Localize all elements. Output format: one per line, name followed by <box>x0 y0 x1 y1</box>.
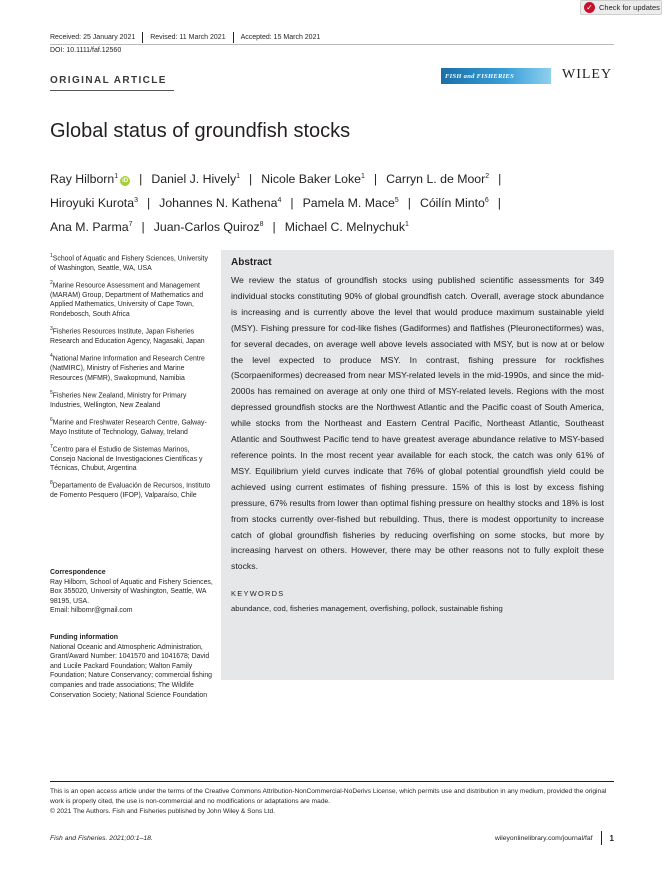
author-separator: | <box>498 172 502 187</box>
author-affiliation-mark: 6 <box>484 197 489 205</box>
author-name-text: Johannes N. Kathena <box>159 196 278 211</box>
received-date: Received: 25 January 2021 <box>50 34 136 41</box>
author-affiliation-mark: 7 <box>128 221 133 229</box>
correspondence <box>50 568 215 616</box>
author-name[interactable] <box>386 172 489 186</box>
author-name-text: Ana M. Parma <box>50 220 129 235</box>
page-number: 1 <box>609 833 614 843</box>
affiliation-item <box>50 352 215 383</box>
author-affiliation-mark: 1 <box>361 173 365 180</box>
author-separator: | <box>249 172 253 187</box>
affiliation-item <box>50 279 215 320</box>
affiliation-number: 6 <box>50 416 53 423</box>
author-affiliation-mark: 2 <box>485 173 490 180</box>
affiliation-text: Departamento de Evaluación de Recursos, Instituto de Fomento Pesquero (IFOP), Valparaíso, Chile <box>50 482 211 500</box>
page-footer <box>50 831 614 845</box>
affiliation-text: National Marine Information and Research Centre (NatMIRC), Ministry of Fisheries and Marine Resources (MFMR), Swakopmund, Namibia <box>50 355 205 382</box>
orcid-icon[interactable]: iD <box>122 178 129 185</box>
author-separator: | <box>272 220 276 235</box>
copyright-text: © 2021 The Authors. Fish and Fisheries published by John Wiley & Sons Ltd. <box>50 808 276 815</box>
author-affiliation-mark: 1 <box>405 221 409 229</box>
article-type: ORIGINAL ARTICLE <box>50 75 167 86</box>
affiliation-item <box>50 252 215 273</box>
correspondence-email[interactable]: Email: hilbornr@gmail.com <box>50 607 133 615</box>
affiliation-number: 8 <box>50 480 53 487</box>
author-name-text: Pamela M. Mace <box>302 196 395 211</box>
journal-logo <box>441 68 551 84</box>
author-name-text: Carryn L. de Moor <box>386 172 486 187</box>
license-footer <box>50 787 614 817</box>
author-name-text: Nicole Baker Loke <box>261 172 362 187</box>
publisher-logo: WILEY <box>562 67 613 82</box>
affiliation-number: 4 <box>50 353 53 360</box>
author-separator: | <box>141 220 145 235</box>
divider <box>601 831 602 845</box>
affiliation-text: Fisheries New Zealand, Ministry for Primary Industries, Wellington, New Zealand <box>50 392 187 409</box>
affiliation-item <box>50 443 215 474</box>
funding-heading: Funding information <box>50 634 119 641</box>
accepted-date: Accepted: 15 March 2021 <box>240 34 321 41</box>
author-name-text: Michael C. Melnychuk <box>284 220 406 235</box>
author-name-text: Hiroyuki Kurota <box>50 196 135 211</box>
affiliation-text: School of Aquatic and Fishery Sciences, University of Washington, Seattle, WA, USA <box>50 255 208 272</box>
funding-text: National Oceanic and Atmospheric Administration, Grant/Award Number: 1041570 and 1041678; David and Lucile Packard Foundation; Walton Family Foundation; Nature Conservancy; commercial fishing companies and trade associations; The Wildlife Conservation Society; National Science Foundation <box>50 643 213 699</box>
author-name-text: Juan-Carlos Quiroz <box>153 220 260 235</box>
author-affiliation-mark: 5 <box>394 197 399 205</box>
author-name-text: Daniel J. Hively <box>151 172 237 187</box>
revised-date: Revised: 11 March 2021 <box>150 34 226 41</box>
abstract-box <box>221 250 614 680</box>
author-separator: | <box>139 172 143 187</box>
affiliation-item <box>50 416 215 437</box>
affiliation-number: 2 <box>50 279 53 286</box>
author-name[interactable] <box>50 220 133 234</box>
author-name[interactable] <box>303 196 399 210</box>
affiliation-text: Centro para el Estudio de Sistemas Marinos, Consejo Nacional de Investigaciones Científicas y Técnicas, Chubut, Argentina <box>50 445 203 473</box>
keywords-heading: KEYWORDS <box>231 589 285 599</box>
article-type-underline <box>50 90 174 91</box>
affiliation-number: 7 <box>50 443 53 450</box>
author-name[interactable] <box>50 196 138 210</box>
author-affiliation-mark: 8 <box>259 221 264 229</box>
funding-information <box>50 633 215 700</box>
affiliations <box>50 252 215 506</box>
author-affiliation-mark: 4 <box>277 197 282 205</box>
affiliation-number: 1 <box>50 253 53 259</box>
affiliation-text: Fisheries Resources Institute, Japan Fisheries Research and Education Agency, Nagasaki, Japan <box>50 328 205 346</box>
check-for-updates-label: Check for updates <box>599 3 660 12</box>
author-name[interactable] <box>261 172 365 186</box>
abstract-heading: Abstract <box>231 257 272 268</box>
author-separator: | <box>290 196 294 211</box>
journal-url[interactable]: wileyonlinelibrary.com/journal/faf <box>494 834 593 842</box>
check-for-updates-button[interactable] <box>580 0 662 15</box>
author-name-text: Ray Hilborn <box>50 172 115 187</box>
author-separator: | <box>373 172 378 187</box>
affiliation-item <box>50 479 215 500</box>
affiliation-number: 5 <box>50 389 53 396</box>
author-name[interactable] <box>151 172 240 186</box>
keywords-text: abundance, cod, fisheries management, overfishing, pollock, sustainable fishing <box>231 604 503 614</box>
author-affiliation-mark: 1 <box>236 173 241 180</box>
author-name[interactable] <box>159 196 281 210</box>
affiliation-text: Marine and Freshwater Research Centre, Galway-Mayo Institute of Technology, Galway, Ireland <box>50 419 207 436</box>
author-separator: | <box>497 196 501 211</box>
affiliation-number: 3 <box>50 326 53 333</box>
correspondence-heading: Correspondence <box>50 569 106 576</box>
article-dates <box>50 32 320 43</box>
author-separator: | <box>407 196 411 211</box>
abstract-text: We review the status of groundfish stocks using published scientific assessments for 349 individual stocks constituting 90% of global groundfish catch. Overall, average stock abundance is increasing and is currently above the level that would produce maximum sustainable yield (MSY). Fishing pressure for cod-like fishes (Gadiformes) and flatfishes (Pleuronectiformes) was, for several decades, on average well above levels associated with MSY, but is now at or below the level expected to produce MSY. In contrast, fishing pressure for rockfishes (Scorpaeniformes) decreased from near MSY-related levels in the mid-1990s, and since the mid-2000s has remained on average at only one third of MSY-related levels. Regions with the most depressed groundfish stocks are the Northwest Atlantic and the Pacific coast of South America, while stocks from the Northeast and Eastern Central Pacific, Northeast Atlantic, Southeast Atlantic and Southwest Pacific tend to have greatest average abundance relative to MSY-based reference points. In the most recent year available for each stock, the catch was only 61% of MSY. Equilibrium yield curves indicate that 76% of global potential groundfish yield could be achieved using current estimates of fishing pressure. 15% of this is lost by excess fishing pressure, 67% results from lower than optimal fishing pressure on healthy stocks and 18% is lost from stocks currently over-fished but rebuilding. Thus, there is modest opportunity to increase catch of global groundfish fisheries by reducing overfishing on some stocks, but more by increasing harvest on others. However, there may be other reasons not to fully exploit these stocks. <box>231 275 604 572</box>
citation: Fish and Fisheries. 2021;00:1–18. <box>50 834 153 842</box>
affiliation-text: Marine Resource Assessment and Management (MARAM) Group, Department of Mathematics and Applied Mathematics, University of Cape Town, Rondebosch, South Africa <box>50 282 204 319</box>
author-list <box>50 166 620 238</box>
doi[interactable]: DOI: 10.1111/faf.12560 <box>50 47 122 54</box>
article-title: Global status of groundfish stocks <box>50 120 351 142</box>
affiliation-item <box>50 389 215 410</box>
header-rule <box>50 44 614 45</box>
author-name[interactable] <box>154 220 264 234</box>
correspondence-text: Ray Hilborn, School of Aquatic and Fishery Sciences, Box 355020, University of Washington, Seattle, WA 98195, USA. <box>50 578 213 605</box>
divider <box>233 32 234 43</box>
author-name[interactable] <box>285 220 409 234</box>
author-separator: | <box>146 196 151 211</box>
author-name[interactable] <box>50 172 130 186</box>
affiliation-item <box>50 325 215 346</box>
author-affiliation-mark: 3 <box>134 197 138 205</box>
journal-logo-text: FISH and FISHERIES <box>445 72 514 80</box>
author-affiliation-mark: 1 <box>114 173 119 180</box>
update-icon: ✓ <box>584 2 595 13</box>
author-name[interactable] <box>420 196 489 210</box>
license-text: This is an open access article under the terms of the Creative Commons Attribution-NonCommercial-NoDerivs License, which permits use and distribution in any medium, provided the original work is properly cited, the use is non-commercial and no modifications or adaptations are made. <box>50 788 607 805</box>
footer-rule <box>50 781 614 782</box>
author-name-text: Cóilín Minto <box>419 196 485 211</box>
divider <box>142 32 143 43</box>
